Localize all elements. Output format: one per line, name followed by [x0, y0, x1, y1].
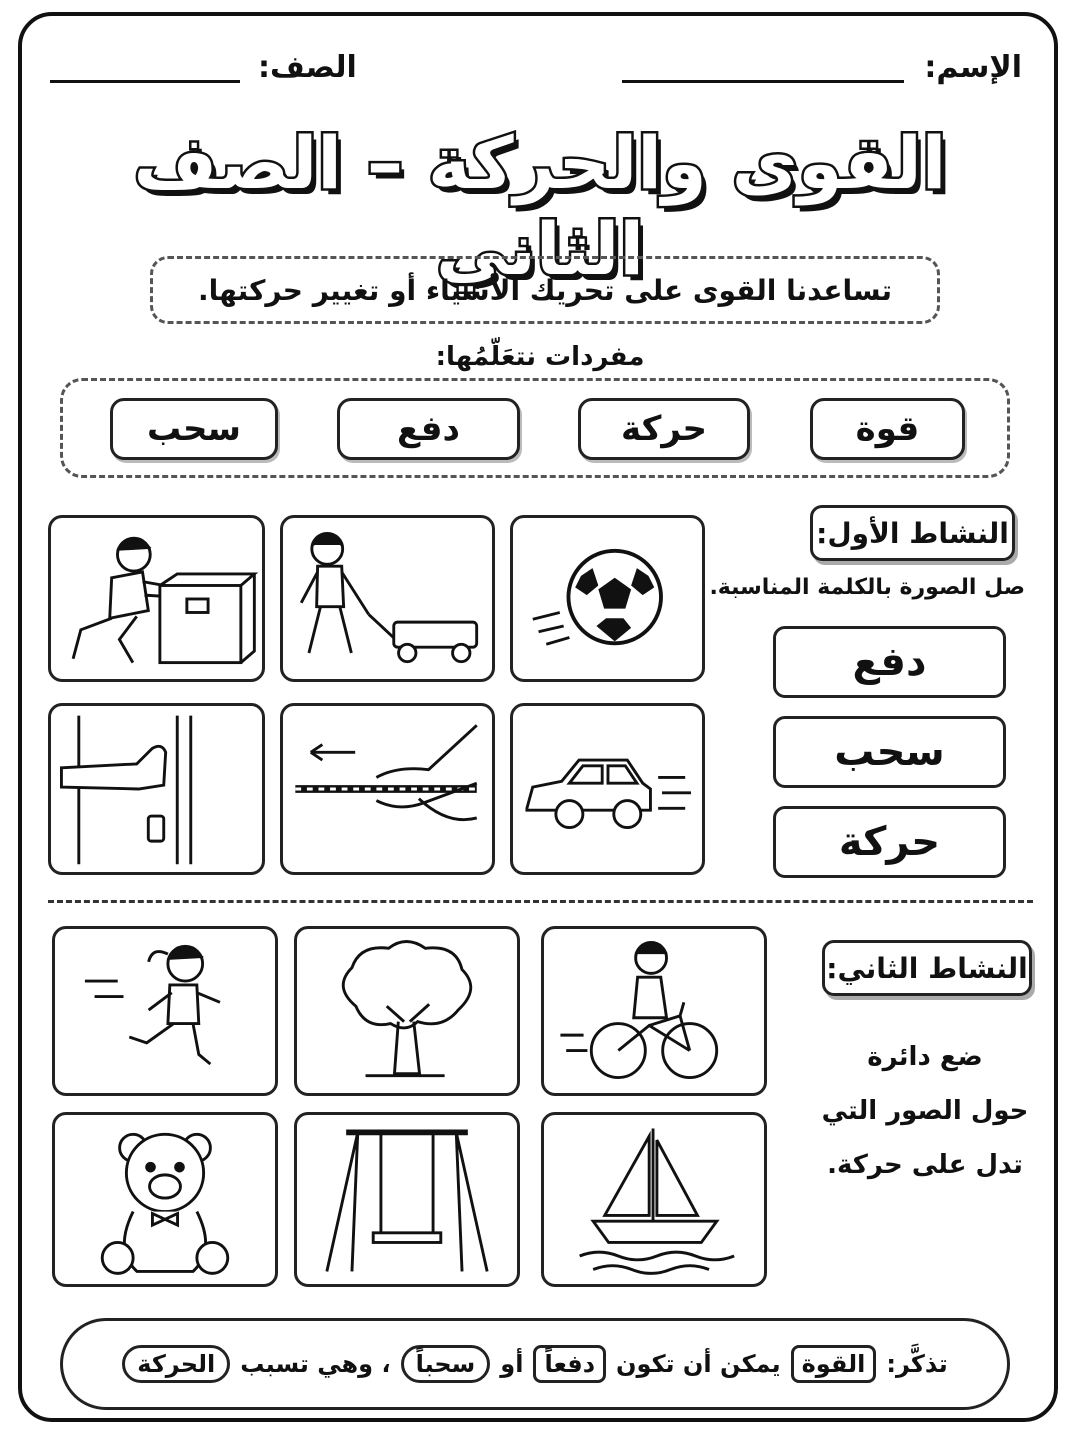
remember-pull: سحباً: [401, 1345, 491, 1383]
running-girl-icon: [55, 929, 275, 1093]
class-field[interactable]: [50, 80, 240, 83]
activity2-instruction-line: ضع دائرة: [867, 1042, 983, 1072]
activity1-label: النشاط الأول:: [810, 505, 1015, 561]
picture-boy-riding-bicycle[interactable]: [541, 926, 767, 1096]
match-word-pull[interactable]: سحب: [773, 716, 1006, 788]
remember-prefix: تذكَّر:: [886, 1350, 948, 1378]
picture-soccer-ball[interactable]: [510, 515, 705, 682]
picture-boy-pushing-box[interactable]: [48, 515, 265, 682]
remember-force: القوة: [791, 1345, 877, 1383]
picture-tree[interactable]: [294, 926, 520, 1096]
activity2-instruction: [820, 1030, 1030, 1192]
match-word-push[interactable]: دفع: [773, 626, 1006, 698]
picture-girl-running[interactable]: [52, 926, 278, 1096]
picture-hand-pushing-door[interactable]: [48, 703, 265, 875]
class-label: الصف:: [258, 50, 357, 85]
match-word-motion[interactable]: حركة: [773, 806, 1006, 878]
picture-boy-pulling-wagon[interactable]: [280, 515, 495, 682]
page-title: القوى والحركة – الصف الثاني: [133, 121, 947, 292]
picture-moving-car[interactable]: [510, 703, 705, 875]
soccer-ball-icon: [513, 518, 702, 679]
remember-can-be: يمكن أن تكون: [616, 1350, 781, 1378]
remember-text: [80, 1336, 990, 1392]
name-field[interactable]: [622, 80, 904, 83]
activity2-instruction-line: تدل على حركة.: [827, 1150, 1023, 1180]
car-icon: [513, 706, 702, 872]
name-label: الإسم:: [924, 50, 1022, 85]
remember-motion: الحركة: [122, 1345, 230, 1383]
sailboat-icon: [544, 1115, 764, 1284]
remember-or: أو: [500, 1350, 524, 1378]
activity2-label: النشاط الثاني:: [822, 940, 1032, 996]
swing-icon: [297, 1115, 517, 1284]
intro-text: تساعدنا القوى على تحريك الأشياء أو تغيير حركتها.: [198, 273, 892, 307]
vocab-word-force: قوة: [810, 398, 965, 460]
picture-teddy-bear[interactable]: [52, 1112, 278, 1287]
teddy-bear-icon: [55, 1115, 275, 1284]
remember-causes: ، وهي تسبب: [240, 1350, 391, 1378]
activity2-instruction-line: حول الصور التي: [821, 1096, 1029, 1126]
picture-hands-pulling-rope[interactable]: [280, 703, 495, 875]
tree-icon: [297, 929, 517, 1093]
boy-pulling-wagon-icon: [283, 518, 492, 679]
picture-swing[interactable]: [294, 1112, 520, 1287]
intro-box: [150, 256, 940, 324]
bicycle-icon: [544, 929, 764, 1093]
boy-pushing-box-icon: [51, 518, 262, 679]
vocabulary-title: مفردات نتعَلّمُها:: [400, 342, 680, 372]
picture-sailboat[interactable]: [541, 1112, 767, 1287]
vocab-word-push: دفع: [337, 398, 520, 460]
activity1-instruction: صل الصورة بالكلمة المناسبة.: [709, 575, 1025, 600]
door-push-icon: [51, 706, 262, 872]
rope-pull-icon: [283, 706, 492, 872]
vocab-word-motion: حركة: [578, 398, 750, 460]
remember-push: دفعاً: [533, 1345, 606, 1383]
vocab-word-pull: سحب: [110, 398, 278, 460]
section-divider: [48, 900, 1033, 903]
